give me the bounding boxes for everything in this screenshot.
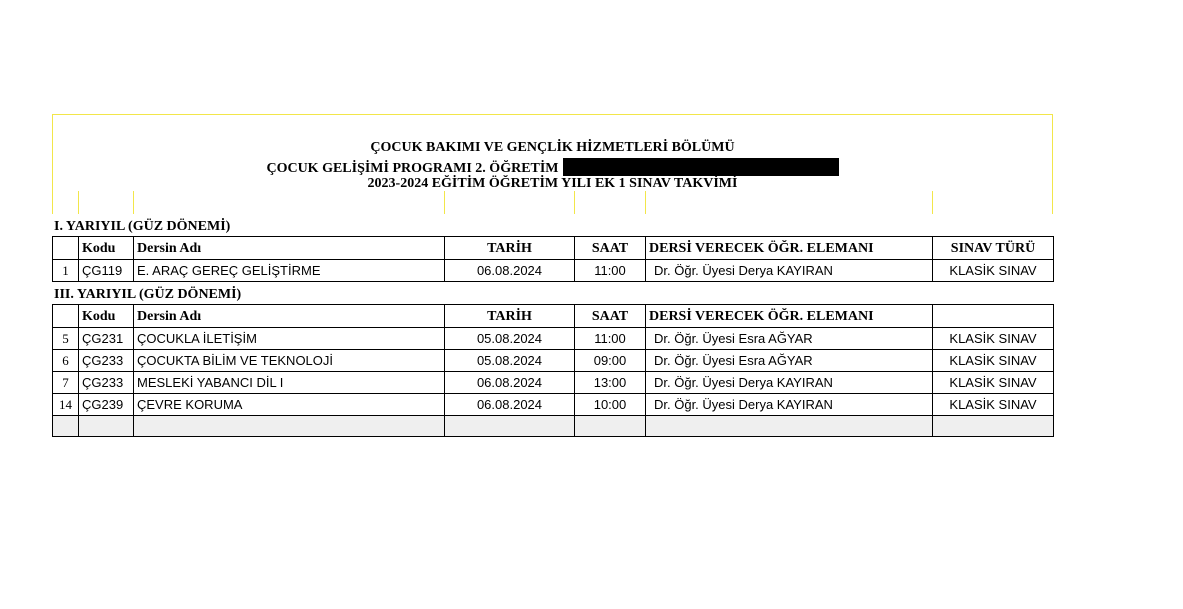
cell-instructor: Dr. Öğr. Üyesi Esra AĞYAR [646,328,933,350]
section-title-first-semester: I. YARIYIL (GÜZ DÖNEMİ) [54,219,231,234]
cell-time: 10:00 [575,394,646,416]
cell-exam-type: KLASİK SINAV [933,394,1054,416]
empty-cell [646,416,933,437]
column-header-code: Kodu [79,237,134,260]
cell-course-name: ÇEVRE KORUMA [134,394,445,416]
schedule-title: 2023-2024 EĞİTİM ÖĞRETİM YILI EK 1 SINAV TAKVİMİ [367,176,738,191]
empty-row [53,416,1054,437]
cell-code: ÇG231 [79,328,134,350]
cell-no: 5 [53,328,79,350]
program-title-text: ÇOCUK GELİŞİMİ PROGRAMI 2. ÖĞRETİM [266,161,559,176]
column-header-instructor: DERSİ VERECEK ÖĞR. ELEMANI [646,305,933,328]
cell-time: 11:00 [575,260,646,282]
empty-cell [933,416,1054,437]
redaction-bar [563,158,839,176]
column-header-code: Kodu [79,305,134,328]
column-header-course-name: Dersin Adı [134,237,445,260]
cell-time: 13:00 [575,372,646,394]
section-title-third-semester: III. YARIYIL (GÜZ DÖNEMİ) [54,287,242,302]
cell-date: 05.08.2024 [445,328,575,350]
column-header-date: TARİH [445,305,575,328]
cell-no: 1 [53,260,79,282]
department-title: ÇOCUK BAKIMI VE GENÇLİK HİZMETLERİ BÖLÜMÜ [370,140,735,155]
cell-code: ÇG119 [79,260,134,282]
table-row [53,328,1054,350]
empty-cell [445,416,575,437]
cell-code: ÇG233 [79,350,134,372]
cell-course-name: MESLEKİ YABANCI DİL I [134,372,445,394]
cell-date: 06.08.2024 [445,372,575,394]
cell-no: 6 [53,350,79,372]
table-row [53,350,1054,372]
cell-time: 11:00 [575,328,646,350]
first-semester-table [52,236,1054,282]
column-header-course-name: Dersin Adı [134,305,445,328]
cell-date: 06.08.2024 [445,394,575,416]
table-row [53,372,1054,394]
cell-no: 7 [53,372,79,394]
third-semester-table [52,304,1054,437]
cell-exam-type: KLASİK SINAV [933,350,1054,372]
cell-instructor: Dr. Öğr. Üyesi Esra AĞYAR [646,350,933,372]
column-header-time: SAAT [575,237,646,260]
table-header-row [53,305,1054,328]
column-header-date: TARİH [445,237,575,260]
column-header-no [53,305,79,328]
cell-code: ÇG233 [79,372,134,394]
exam-schedule-sheet [52,114,1053,437]
empty-cell [575,416,646,437]
cell-code: ÇG239 [79,394,134,416]
cell-exam-type: KLASİK SINAV [933,372,1054,394]
cell-no: 14 [53,394,79,416]
table-header-row [53,237,1054,260]
cell-course-name: ÇOCUKLA İLETİŞİM [134,328,445,350]
column-header-exam-type: SINAV TÜRÜ [933,237,1054,260]
cell-exam-type: KLASİK SINAV [933,260,1054,282]
empty-cell [79,416,134,437]
program-title [53,158,1052,177]
cell-time: 09:00 [575,350,646,372]
empty-cell [53,416,79,437]
column-header-no [53,237,79,260]
empty-cell [134,416,445,437]
cell-exam-type: KLASİK SINAV [933,328,1054,350]
table-row [53,260,1054,282]
column-header-instructor: DERSİ VERECEK ÖĞR. ELEMANI [646,237,933,260]
cell-instructor: Dr. Öğr. Üyesi Derya KAYIRAN [646,394,933,416]
schedule-header [52,114,1053,191]
header-grid-lines [52,191,1053,214]
cell-date: 05.08.2024 [445,350,575,372]
column-header-exam-type [933,305,1054,328]
table-row [53,394,1054,416]
column-header-time: SAAT [575,305,646,328]
cell-date: 06.08.2024 [445,260,575,282]
cell-course-name: E. ARAÇ GEREÇ GELİŞTİRME [134,260,445,282]
cell-instructor: Dr. Öğr. Üyesi Derya KAYIRAN [646,260,933,282]
cell-instructor: Dr. Öğr. Üyesi Derya KAYIRAN [646,372,933,394]
cell-course-name: ÇOCUKTA BİLİM VE TEKNOLOJİ [134,350,445,372]
